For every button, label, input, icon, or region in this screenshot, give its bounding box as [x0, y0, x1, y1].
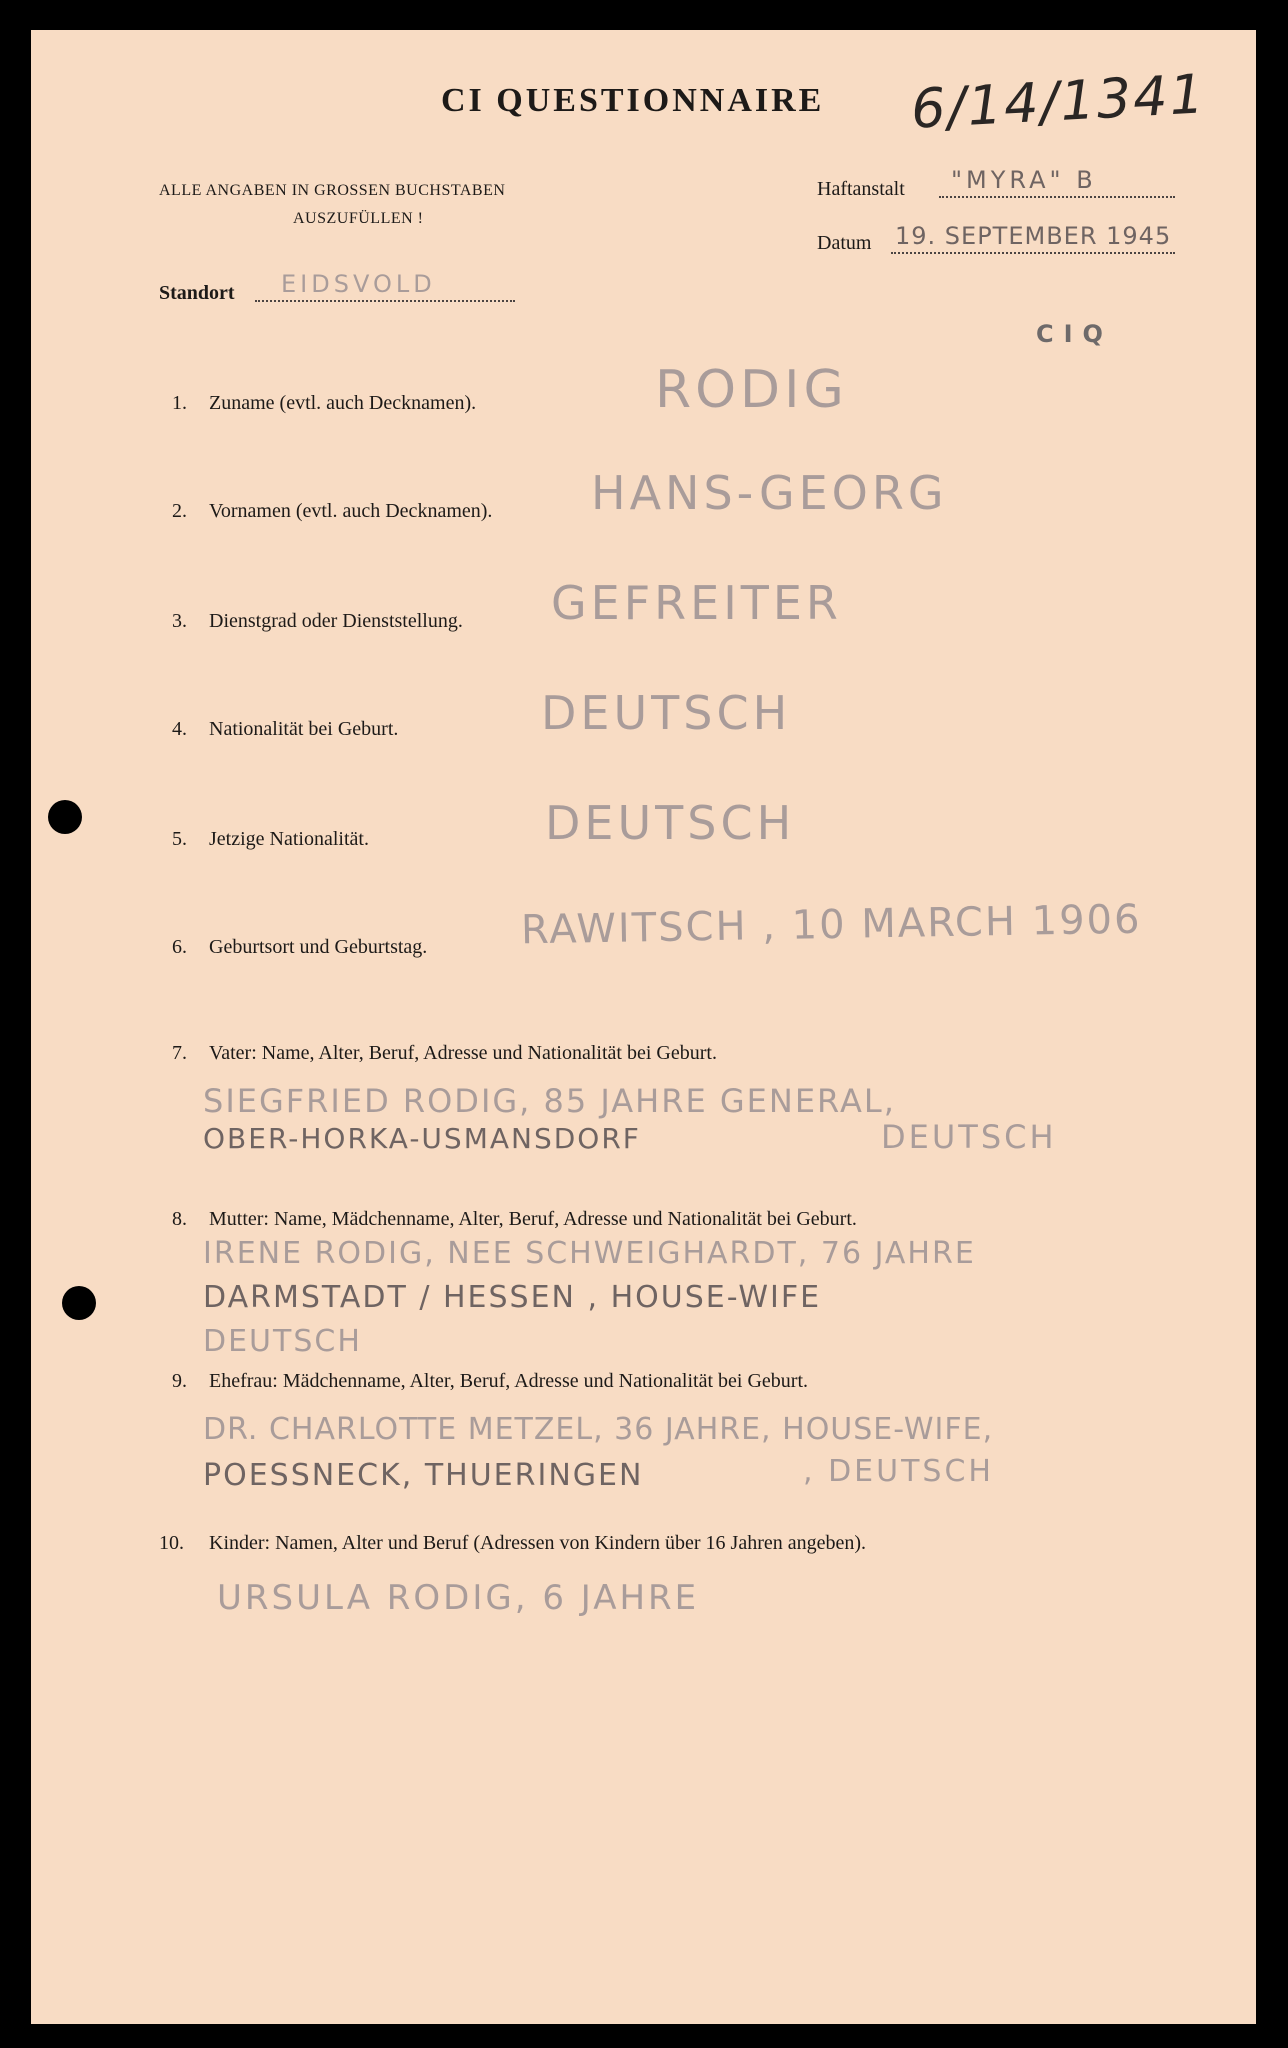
ciq-stamp: CIQ [1036, 320, 1113, 348]
datum-label: Datum [817, 232, 872, 254]
haftanstalt-label: Haftanstalt [817, 178, 905, 200]
question-number-2: 2. [172, 500, 187, 522]
answer-wife-line-3: , DEUTSCH [803, 1454, 994, 1489]
answer-mother-line-2: DARMSTADT / HESSEN , HOUSE-WIFE [203, 1280, 822, 1315]
answer-wife-line-1: DR. CHARLOTTE METZEL, 36 JAHRE, HOUSE-WIFE, [203, 1412, 994, 1447]
document-title: CI QUESTIONNAIRE [441, 82, 825, 119]
question-label-5: Jetzige Nationalität. [209, 828, 369, 850]
question-number-8: 8. [172, 1208, 187, 1230]
question-label-3: Dienstgrad oder Dienststellung. [209, 610, 463, 632]
standort-line [255, 300, 515, 302]
question-label-6: Geburtsort und Geburtstag. [209, 936, 428, 958]
question-label-1: Zuname (evtl. auch Decknamen). [209, 392, 477, 414]
instruction-line-2: AUSZUFÜLLEN ! [293, 210, 424, 227]
answer-nationality-birth: DEUTSCH [541, 686, 792, 740]
question-number-5: 5. [172, 828, 187, 850]
answer-mother-line-3: DEUTSCH [203, 1324, 362, 1359]
question-number-3: 3. [172, 610, 187, 632]
datum-value: 19. SEPTEMBER 1945 [895, 222, 1172, 250]
question-label-8: Mutter: Name, Mädchenname, Alter, Beruf, Adresse und Nationalität bei Geburt. [209, 1208, 857, 1230]
answer-surname: RODIG [655, 360, 848, 420]
question-label-10: Kinder: Namen, Alter und Beruf (Adressen von Kindern über 16 Jahren angeben). [209, 1532, 867, 1554]
standort-value: EIDSVOLD [281, 270, 436, 298]
instruction-line-1: ALLE ANGABEN IN GROSSEN BUCHSTABEN [159, 182, 506, 199]
answer-father-line-1: SIEGFRIED RODIG, 85 JAHRE GENERAL, [203, 1082, 896, 1120]
datum-line [891, 252, 1175, 254]
answer-rank: GEFREITER [551, 576, 842, 630]
punch-hole-upper [48, 800, 82, 834]
answer-birthplace-date: RAWITSCH , 10 MARCH 1906 [520, 896, 1142, 954]
punch-hole-lower [62, 1286, 96, 1320]
answer-mother-line-1: IRENE RODIG, NEE SCHWEIGHARDT, 76 JAHRE [203, 1236, 976, 1271]
question-number-10: 10. [159, 1532, 184, 1554]
question-label-9: Ehefrau: Mädchenname, Alter, Beruf, Adresse und Nationalität bei Geburt. [209, 1370, 809, 1392]
answer-father-line-3: DEUTSCH [881, 1118, 1057, 1156]
answer-current-nationality: DEUTSCH [545, 796, 796, 850]
question-label-7: Vater: Name, Alter, Beruf, Adresse und Nationalität bei Geburt. [209, 1042, 717, 1064]
standort-label: Standort [159, 282, 235, 304]
question-label-4: Nationalität bei Geburt. [209, 718, 399, 740]
answer-father-line-2: OBER-HORKA-USMANSDORF [203, 1122, 641, 1155]
question-number-6: 6. [172, 936, 187, 958]
question-label-2: Vornamen (evtl. auch Decknamen). [209, 500, 493, 522]
question-number-4: 4. [172, 718, 187, 740]
file-number: 6/14/1341 [909, 62, 1208, 141]
answer-wife-line-2: POESSNECK, THUERINGEN [203, 1458, 644, 1493]
haftanstalt-line [939, 196, 1175, 198]
question-number-1: 1. [172, 392, 187, 414]
question-number-9: 9. [172, 1370, 187, 1392]
answer-first-names: HANS-GEORG [591, 466, 948, 520]
questionnaire-sheet [31, 30, 1256, 2024]
question-number-7: 7. [172, 1042, 187, 1064]
haftanstalt-value: "MYRA" B [951, 166, 1097, 194]
answer-children: URSULA RODIG, 6 JAHRE [217, 1578, 700, 1618]
